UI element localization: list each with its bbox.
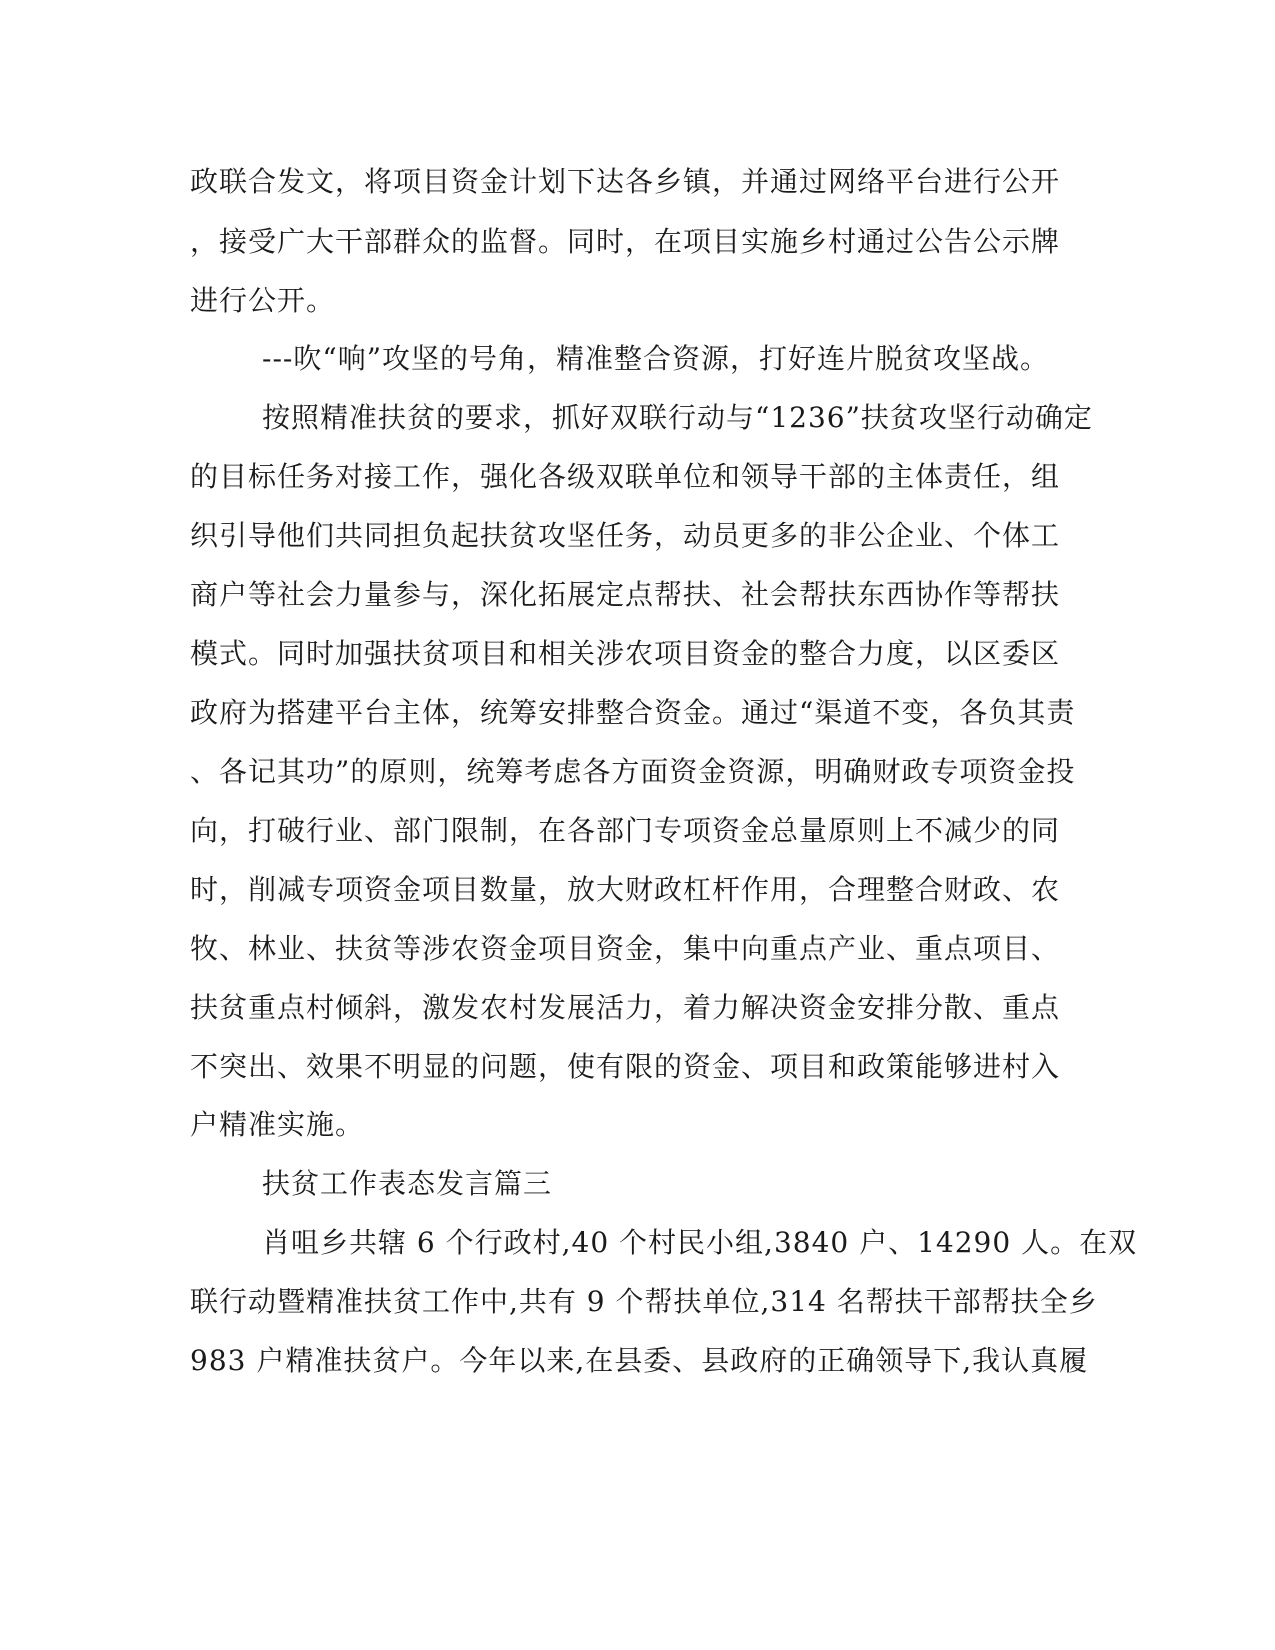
text-line: 模式。同时加强扶贫项目和相关涉农项目资金的整合力度，以区委区	[190, 637, 1061, 670]
text-line: 进行公开。	[190, 284, 336, 317]
text-line: 983 户精准扶贫户。今年以来,在县委、县政府的正确领导下,我认真履	[190, 1344, 1089, 1377]
text-line: 联行动暨精准扶贫工作中,共有 9 个帮扶单位,314 名帮扶干部帮扶全乡	[190, 1285, 1098, 1318]
text-line: ，接受广大干部群众的监督。同时，在项目实施乡村通过公告公示牌	[190, 225, 1061, 258]
text-line: 向，打破行业、部门限制，在各部门专项资金总量原则上不减少的同	[190, 814, 1061, 847]
text-line: 的目标任务对接工作，强化各级双联单位和领导干部的主体责任，组	[190, 460, 1061, 493]
section-heading: 扶贫工作表态发言篇三	[262, 1167, 553, 1200]
text-line: 、各记其功”的原则，统筹考虑各方面资金资源，明确财政专项资金投	[190, 755, 1076, 788]
text-line: 政联合发文，将项目资金计划下达各乡镇，并通过网络平台进行公开	[190, 165, 1061, 198]
text-line: 政府为搭建平台主体，统筹安排整合资金。通过“渠道不变，各负其责	[190, 696, 1076, 729]
text-line: 不突出、效果不明显的问题，使有限的资金、项目和政策能够进村入	[190, 1050, 1061, 1083]
text-line: 户精准实施。	[190, 1108, 365, 1141]
text-line: 按照精准扶贫的要求，抓好双联行动与“1236”扶贫攻坚行动确定	[262, 401, 1093, 434]
text-line: 商户等社会力量参与，深化拓展定点帮扶、社会帮扶东西协作等帮扶	[190, 578, 1061, 611]
text-line: ---吹“响”攻坚的号角，精准整合资源，打好连片脱贫攻坚战。	[262, 342, 1050, 375]
text-line: 扶贫重点村倾斜，激发农村发展活力，着力解决资金安排分散、重点	[190, 991, 1061, 1024]
text-line: 织引导他们共同担负起扶贫攻坚任务，动员更多的非公企业、个体工	[190, 519, 1061, 552]
text-line: 肖咀乡共辖 6 个行政村,40 个村民小组,3840 户、14290 人。在双	[262, 1226, 1138, 1259]
text-line: 牧、林业、扶贫等涉农资金项目资金，集中向重点产业、重点项目、	[190, 932, 1061, 965]
text-line: 时，削减专项资金项目数量，放大财政杠杆作用，合理整合财政、农	[190, 873, 1061, 906]
